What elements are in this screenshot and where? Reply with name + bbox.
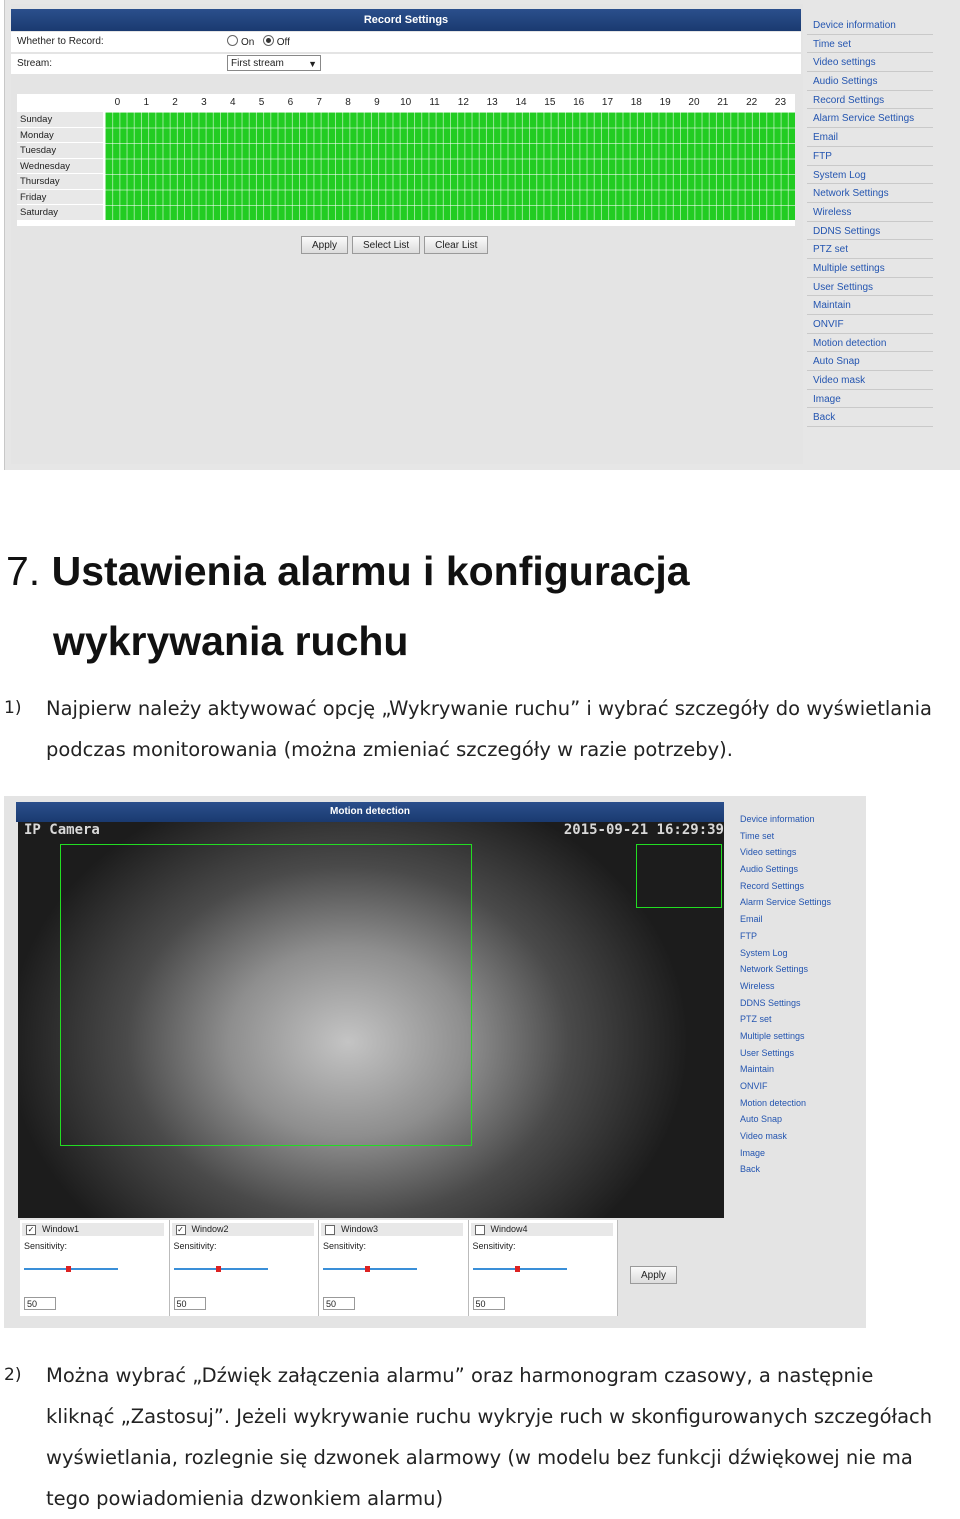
hour-label: 6 — [287, 97, 294, 108]
camera-timestamp: 2015-09-21 16:29:39 — [563, 822, 724, 838]
chevron-down-icon: ▼ — [308, 59, 317, 69]
settings-sidebar — [807, 16, 933, 427]
schedule-buttons — [301, 236, 488, 254]
window-name: Window4 — [490, 1224, 528, 1234]
hour-label: 2 — [172, 97, 178, 108]
slider-handle[interactable] — [66, 1266, 71, 1272]
window-settings-4 — [469, 1220, 619, 1316]
sidebar-item-multiple-settings[interactable]: Multiple settings — [807, 259, 933, 278]
sensitivity-label: Sensitivity: — [472, 1241, 516, 1251]
sidebar-item-record-settings[interactable]: Record Settings — [740, 880, 805, 891]
window-settings-3 — [319, 1220, 469, 1316]
day-labels — [17, 112, 103, 221]
window-header — [471, 1223, 613, 1236]
sidebar-item-motion-detection[interactable]: Motion detection — [807, 334, 933, 353]
sidebar-item-image[interactable]: Image — [807, 390, 933, 409]
sidebar-item-maintain[interactable]: Maintain — [807, 296, 933, 315]
paragraph-text: Najpierw należy aktywować opcję „Wykrywanie ruchu” i wybrać szczegóły do wyświetlania podczas monitorowania (można zmieniać szczegóły w razie potrzeby). — [46, 697, 932, 761]
heading-line2: wykrywania ruchu — [53, 618, 409, 664]
day-label: Monday — [17, 128, 103, 144]
radio-on-label: On — [241, 37, 255, 48]
hour-label: 0 — [114, 97, 121, 108]
motion-window-2-frame[interactable] — [636, 844, 722, 908]
sidebar-item-auto-snap[interactable]: Auto Snap — [807, 352, 933, 371]
sidebar-item-device-information[interactable]: Device information — [740, 814, 815, 824]
sensitivity-slider[interactable] — [473, 1268, 567, 1270]
hour-label: 10 — [400, 97, 412, 108]
apply-button[interactable]: Apply — [301, 236, 348, 254]
window-name: Window3 — [341, 1224, 379, 1234]
record-settings-panel — [11, 4, 803, 464]
window-header — [172, 1223, 314, 1236]
hour-header — [103, 97, 795, 109]
sidebar-item-maintain[interactable]: Maintain — [740, 1064, 775, 1075]
sidebar-item-record-settings[interactable]: Record Settings — [807, 91, 933, 110]
sidebar-item-audio-settings[interactable]: Audio Settings — [740, 864, 799, 875]
sensitivity-slider[interactable] — [174, 1268, 268, 1270]
sidebar-item-time-set[interactable]: Time set — [740, 830, 775, 841]
window-settings-1 — [20, 1220, 170, 1316]
hour-label: 8 — [345, 97, 351, 108]
hour-label: 4 — [229, 97, 236, 108]
sidebar-item-time-set[interactable]: Time set — [807, 35, 933, 54]
stream-row — [11, 54, 801, 74]
whether-to-record-label: Whether to Record: — [17, 36, 104, 47]
sidebar-item-video-settings[interactable]: Video settings — [807, 53, 933, 72]
sidebar-item-onvif[interactable]: ONVIF — [740, 1081, 768, 1091]
sidebar-item-video-mask[interactable]: Video mask — [740, 1131, 787, 1142]
sidebar-item-system-log[interactable]: System Log — [740, 947, 788, 958]
sidebar-item-system-log[interactable]: System Log — [807, 166, 933, 185]
sidebar-item-email[interactable]: Email — [740, 914, 763, 925]
sidebar-item-alarm-service-settings[interactable]: Alarm Service Settings — [740, 897, 832, 908]
hour-label: 9 — [374, 97, 380, 108]
hour-label: 5 — [258, 97, 265, 108]
day-label: Saturday — [17, 205, 103, 221]
hour-label: 11 — [429, 97, 440, 108]
sidebar-item-back[interactable]: Back — [807, 408, 933, 427]
hour-label: 1 — [143, 97, 150, 108]
paragraph-text: Można wybrać „Dźwięk załączenia alarmu” oraz harmonogram czasowy, a następnie kliknąć „Zastosuj”. Jeżeli wykrywanie ruchu wykryje ruch w skonfigurowanych szczegółach wyświetlania, rozlegnie się dzwonek alarmowy (w modelu bez funkcji dźwiękowej nie ma tego powiadomienia dzwonkiem alarmu) — [46, 1364, 933, 1510]
sensitivity-value-input[interactable]: 50 — [174, 1297, 206, 1310]
sidebar-item-ptz-set[interactable]: PTZ set — [807, 240, 933, 259]
window-name: Window2 — [191, 1224, 229, 1234]
stream-select-value: First stream — [231, 58, 284, 69]
section-heading — [6, 536, 936, 664]
sidebar-item-audio-settings[interactable]: Audio Settings — [807, 72, 933, 91]
sidebar-item-motion-detection[interactable]: Motion detection — [740, 1097, 807, 1108]
paragraph-number: 2) — [4, 1365, 22, 1385]
day-label: Sunday — [17, 112, 103, 128]
sidebar-item-device-information[interactable]: Device information — [807, 16, 933, 35]
hour-label: 20 — [688, 97, 700, 108]
paragraph-number: 1) — [4, 698, 22, 718]
sidebar-item-user-settings[interactable]: User Settings — [740, 1047, 795, 1058]
hour-label: 3 — [201, 97, 207, 108]
panel-title: Record Settings — [11, 9, 801, 31]
slider-handle[interactable] — [365, 1266, 370, 1272]
hour-label: 19 — [659, 97, 671, 108]
window-checkbox[interactable]: ✓ — [27, 1225, 35, 1234]
hour-label: 14 — [515, 97, 527, 108]
window-settings-2 — [170, 1220, 320, 1316]
window-checkbox[interactable]: ✓ — [177, 1225, 184, 1234]
day-label: Wednesday — [17, 159, 103, 175]
heading-line1: Ustawienia alarmu i konfiguracja — [51, 548, 690, 594]
schedule-cells[interactable] — [105, 112, 795, 220]
slider-handle[interactable] — [216, 1266, 221, 1272]
sidebar-item-image[interactable]: Image — [740, 1147, 766, 1158]
radio-off-icon — [263, 35, 274, 46]
whether-to-record-row — [11, 32, 801, 52]
sensitivity-value-input[interactable]: 50 — [473, 1297, 505, 1310]
sensitivity-slider[interactable] — [323, 1268, 417, 1270]
sensitivity-slider[interactable] — [24, 1268, 118, 1270]
sidebar-item-onvif[interactable]: ONVIF — [807, 315, 933, 334]
sidebar-item-ftp[interactable]: FTP — [807, 147, 933, 166]
stream-label: Stream: — [17, 58, 53, 69]
heading-number: 7. — [6, 548, 41, 594]
radio-off-label: Off — [276, 37, 290, 48]
sidebar-item-email[interactable]: Email — [807, 128, 933, 147]
window-header — [22, 1223, 164, 1236]
radio-on[interactable] — [227, 37, 254, 48]
sidebar-item-ddns-settings[interactable]: DDNS Settings — [740, 997, 801, 1008]
day-label: Thursday — [17, 174, 103, 190]
sidebar-item-user-settings[interactable]: User Settings — [807, 278, 933, 297]
hour-label: 23 — [774, 97, 787, 108]
sidebar-item-wireless[interactable]: Wireless — [740, 980, 775, 991]
radio-on-icon — [227, 35, 238, 46]
sensitivity-value-input[interactable]: 50 — [24, 1297, 56, 1310]
sidebar-item-multiple-settings[interactable]: Multiple settings — [740, 1030, 805, 1041]
sidebar-item-alarm-service-settings[interactable]: Alarm Service Settings — [807, 109, 933, 128]
hour-label: 13 — [486, 97, 498, 108]
day-label: Friday — [17, 190, 103, 206]
sidebar-item-back[interactable]: Back — [740, 1164, 761, 1175]
panel-title: Motion detection — [16, 802, 724, 822]
hour-label: 15 — [544, 97, 556, 108]
window-name: Window1 — [42, 1224, 80, 1234]
hour-label: 22 — [746, 97, 758, 108]
sensitivity-label: Sensitivity: — [24, 1241, 68, 1251]
sidebar-item-wireless[interactable]: Wireless — [807, 203, 933, 222]
motion-window-controls — [20, 1220, 618, 1316]
sidebar-item-network-settings[interactable]: Network Settings — [740, 964, 809, 975]
paragraph-2 — [4, 1355, 946, 1519]
window-checkbox[interactable] — [475, 1225, 485, 1235]
hour-label: 18 — [630, 97, 642, 108]
paragraph-1 — [4, 688, 946, 770]
sidebar-item-ptz-set[interactable]: PTZ set — [740, 1014, 772, 1025]
sidebar-item-ddns-settings[interactable]: DDNS Settings — [807, 222, 933, 241]
hour-label: 12 — [457, 97, 469, 108]
settings-sidebar — [734, 810, 860, 1177]
sensitivity-label: Sensitivity: — [173, 1241, 217, 1251]
record-schedule-grid — [17, 94, 795, 226]
camera-preview — [18, 822, 724, 1218]
hour-label: 16 — [573, 97, 585, 108]
sidebar-item-video-mask[interactable]: Video mask — [807, 371, 933, 390]
motion-window-1-frame[interactable] — [60, 844, 472, 1146]
motion-detection-screenshot — [4, 796, 866, 1328]
stream-select[interactable] — [227, 55, 321, 71]
sidebar-item-ftp[interactable]: FTP — [740, 930, 757, 941]
sensitivity-value-input[interactable]: 50 — [323, 1297, 355, 1310]
sidebar-item-network-settings[interactable]: Network Settings — [807, 184, 933, 203]
hour-label: 7 — [316, 97, 322, 108]
day-label: Tuesday — [17, 143, 103, 159]
window-checkbox[interactable] — [325, 1225, 335, 1235]
window-header — [321, 1223, 463, 1236]
hour-label: 17 — [601, 97, 614, 108]
clear-list-button[interactable]: Clear List — [424, 236, 488, 254]
hour-label: 21 — [717, 97, 729, 108]
record-radio-group — [227, 35, 290, 48]
apply-button[interactable]: Apply — [630, 1266, 677, 1284]
sensitivity-label: Sensitivity: — [323, 1241, 367, 1251]
sidebar-item-video-settings[interactable]: Video settings — [740, 847, 797, 858]
record-settings-screenshot — [4, 0, 960, 470]
camera-label: IP Camera — [24, 822, 100, 838]
select-list-button[interactable]: Select List — [352, 236, 420, 254]
sidebar-item-auto-snap[interactable]: Auto Snap — [740, 1114, 783, 1125]
radio-off[interactable] — [263, 37, 290, 48]
slider-handle[interactable] — [515, 1266, 520, 1272]
